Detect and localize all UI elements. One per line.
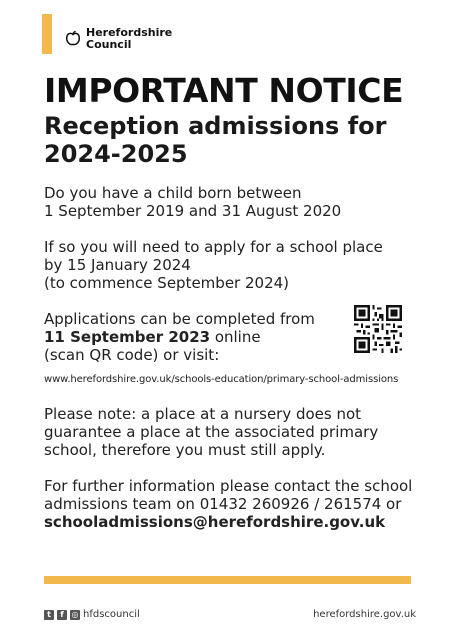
- top-accent-bar: [42, 14, 52, 54]
- applications-line-2: [44, 328, 344, 346]
- apply-line-3: (to commence September 2024): [44, 274, 290, 292]
- contact-email-link[interactable]: [44, 513, 424, 531]
- twitter-icon[interactable]: t: [44, 610, 54, 620]
- birth-date-paragraph: [44, 184, 424, 220]
- apply-line-2: by 15 January 2024: [44, 256, 191, 274]
- notice-body: [44, 184, 424, 549]
- apply-line-1: If so you will need to apply for a school place: [44, 238, 383, 256]
- social-handle[interactable]: hfdscouncil: [83, 609, 140, 620]
- applications-online: online: [210, 328, 261, 346]
- note-line-2: guarantee a place at the associated primary: [44, 423, 379, 441]
- council-name-line1: Herefordshire: [86, 26, 173, 39]
- applications-date: 11 September 2023: [44, 328, 211, 346]
- social-links: [44, 609, 140, 620]
- birth-date-line-1: Do you have a child born between: [44, 184, 302, 202]
- facebook-icon[interactable]: f: [57, 610, 67, 620]
- council-logo: [64, 27, 172, 51]
- nursery-note-paragraph: [44, 405, 424, 459]
- subtitle-line-1: Reception admissions for: [44, 112, 387, 140]
- qr-code-icon[interactable]: [354, 305, 402, 353]
- subtitle-line-2: 2024-2025: [44, 140, 188, 168]
- birth-date-line-2: 1 September 2019 and 31 August 2020: [44, 202, 342, 220]
- instagram-icon[interactable]: ◎: [71, 609, 79, 619]
- note-line-3: school, therefore you must still apply.: [44, 441, 326, 459]
- website-link[interactable]: herefordshire.gov.uk: [313, 609, 416, 620]
- notice-title: IMPORTANT NOTICE: [44, 71, 404, 110]
- applications-line-1: Applications can be completed from: [44, 310, 315, 328]
- applications-paragraph: [44, 310, 424, 366]
- contact-line-1: For further information please contact the school: [44, 477, 413, 495]
- contact-line-2: admissions team on 01432 260926 / 261574 or: [44, 495, 402, 513]
- contact-email[interactable]: schooladmissions@herefordshire.gov.uk: [44, 513, 386, 531]
- bottom-accent-bar: [44, 576, 411, 584]
- applications-line-3: (scan QR code) or visit:: [44, 346, 220, 364]
- notice-subtitle: [44, 112, 424, 168]
- note-line-1: Please note: a place at a nursery does not: [44, 405, 362, 423]
- apply-paragraph: [44, 238, 424, 292]
- apple-icon: [64, 30, 82, 48]
- contact-paragraph: [44, 477, 424, 531]
- footer: [44, 609, 416, 620]
- council-name-line2: Council: [86, 38, 132, 51]
- admissions-url-link[interactable]: www.herefordshire.gov.uk/schools-education/primary-school-admissions: [44, 374, 399, 385]
